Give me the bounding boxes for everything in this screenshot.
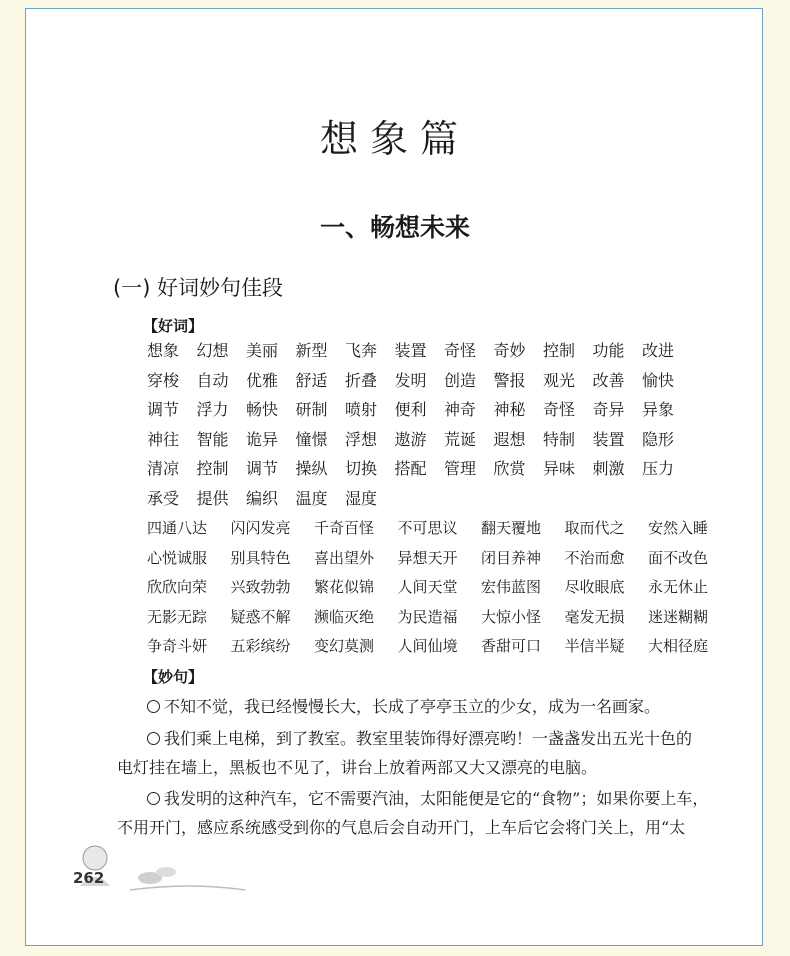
idiom-item: 闪闪发亮 bbox=[230, 519, 291, 537]
idiom-item: 千奇百怪 bbox=[314, 519, 375, 537]
word-item: 警报 bbox=[493, 370, 526, 390]
word-item: 穿梭 bbox=[147, 370, 180, 390]
word-item: 调节 bbox=[147, 400, 180, 419]
sentence-3-text-1: 我发明的这种汽车，它不需要汽油，太阳能便是它的“食物”；如果你要上车， bbox=[164, 789, 709, 808]
word-item: 想象 bbox=[147, 341, 180, 360]
circle-bullet-icon bbox=[147, 732, 160, 745]
word-item: 功能 bbox=[592, 341, 625, 360]
sentence-1-text: 不知不觉，我已经慢慢长大，长成了亭亭玉立的少女，成为一名画家。 bbox=[164, 697, 661, 716]
word-item: 憧憬 bbox=[295, 429, 328, 449]
idiom-item: 喜出望外 bbox=[314, 548, 375, 567]
word-item: 编织 bbox=[246, 488, 279, 508]
idiom-item: 兴致勃勃 bbox=[230, 578, 291, 596]
word-item: 压力 bbox=[642, 459, 675, 478]
word-item: 幻想 bbox=[196, 341, 229, 360]
word-item: 研制 bbox=[295, 400, 328, 419]
part-title: 想象篇 bbox=[319, 117, 470, 161]
word-item: 清凉 bbox=[147, 459, 180, 478]
idiom-item: 不治而愈 bbox=[564, 548, 625, 567]
sentence-2-line-1 bbox=[147, 726, 692, 752]
idiom-item: 香甜可口 bbox=[481, 637, 542, 655]
word-item: 刺激 bbox=[592, 459, 625, 478]
good-sentences-label: 【妙句】 bbox=[143, 668, 204, 686]
word-item: 湿度 bbox=[345, 488, 378, 508]
idiom-item: 心悦诚服 bbox=[147, 548, 208, 567]
lotus-leaf-icon bbox=[156, 867, 176, 877]
word-item: 异味 bbox=[543, 459, 576, 478]
word-item: 控制 bbox=[543, 341, 576, 360]
word-item: 神奇 bbox=[444, 400, 477, 419]
word-item: 智能 bbox=[196, 429, 229, 449]
idiom-item: 濒临灭绝 bbox=[314, 607, 375, 626]
word-item: 特制 bbox=[543, 429, 576, 449]
sentence-1 bbox=[147, 694, 660, 720]
word-item: 切换 bbox=[345, 459, 378, 478]
word-item: 神秘 bbox=[493, 400, 526, 419]
idiom-item: 面不改色 bbox=[648, 548, 709, 567]
sentence-3-line-2: 不用开门，感应系统感受到你的气息后会自动开门，上车后它会将门关上，用“太 bbox=[117, 818, 686, 837]
word-item: 管理 bbox=[444, 459, 477, 478]
water-line-icon bbox=[130, 886, 245, 890]
sentence-2-text-1: 我们乘上电梯，到了教室。教室里装饰得好漂亮哟！一盏盏发出五光十色的 bbox=[164, 729, 693, 748]
word-item: 发明 bbox=[394, 370, 427, 390]
idiom-item: 四通八达 bbox=[147, 519, 208, 537]
idiom-item: 半信半疑 bbox=[564, 637, 625, 655]
idiom-item: 为民造福 bbox=[397, 607, 458, 626]
word-item: 愉快 bbox=[642, 370, 675, 390]
word-item: 创造 bbox=[444, 370, 477, 390]
word-item: 优雅 bbox=[246, 370, 279, 390]
word-item: 奇异 bbox=[592, 400, 625, 419]
word-item: 改进 bbox=[642, 341, 675, 360]
page-number: 262 bbox=[73, 869, 105, 887]
section-heading: (一) 好词妙句佳段 bbox=[113, 276, 284, 300]
idiom-item: 人间天堂 bbox=[397, 578, 458, 596]
word-item: 温度 bbox=[295, 488, 328, 508]
idiom-item: 疑惑不解 bbox=[230, 607, 291, 626]
idiom-item: 宏伟蓝图 bbox=[481, 578, 542, 596]
word-item: 承受 bbox=[147, 488, 180, 508]
chapter-title: 一、畅想未来 bbox=[319, 213, 470, 242]
word-item: 搭配 bbox=[394, 459, 427, 478]
idiom-item: 翻天覆地 bbox=[481, 519, 542, 537]
word-item: 折叠 bbox=[345, 370, 378, 390]
word-item: 美丽 bbox=[246, 341, 279, 360]
circle-bullet-icon bbox=[147, 792, 160, 805]
circle-bullet-icon bbox=[147, 700, 160, 713]
word-item: 便利 bbox=[394, 400, 427, 419]
idiom-item: 争奇斗妍 bbox=[147, 637, 208, 655]
word-item: 飞奔 bbox=[345, 341, 378, 360]
word-item: 浮力 bbox=[196, 400, 229, 419]
word-item: 调节 bbox=[246, 459, 279, 478]
child-illustration-icon bbox=[83, 846, 107, 870]
sentence-2-line-2: 电灯挂在墙上，黑板也不见了，讲台上放着两部又大又漂亮的电脑。 bbox=[117, 758, 598, 777]
idiom-item: 五彩缤纷 bbox=[230, 637, 291, 655]
word-item: 装置 bbox=[394, 341, 427, 360]
word-item: 控制 bbox=[196, 459, 229, 478]
idiom-item: 永无休止 bbox=[648, 578, 709, 596]
word-item: 欣赏 bbox=[493, 459, 526, 478]
idiom-item: 异想天开 bbox=[397, 548, 458, 567]
idiom-item: 取而代之 bbox=[564, 519, 625, 537]
word-item: 浮想 bbox=[345, 429, 378, 449]
idiom-item: 变幻莫测 bbox=[314, 637, 375, 655]
idiom-item: 迷迷糊糊 bbox=[648, 607, 709, 626]
idiom-item: 欣欣向荣 bbox=[147, 578, 208, 596]
footer-decoration bbox=[70, 838, 250, 898]
word-item: 喷射 bbox=[345, 400, 378, 419]
word-item: 神往 bbox=[147, 429, 180, 449]
idiom-item: 安然入睡 bbox=[648, 519, 709, 537]
word-item: 奇怪 bbox=[543, 400, 576, 419]
idiom-item: 大相径庭 bbox=[648, 637, 709, 655]
word-item: 异象 bbox=[642, 400, 675, 419]
idiom-item: 毫发无损 bbox=[564, 607, 625, 626]
word-item: 遐想 bbox=[493, 429, 526, 449]
idiom-item: 不可思议 bbox=[397, 519, 458, 537]
word-item: 隐形 bbox=[642, 429, 675, 449]
word-item: 观光 bbox=[543, 370, 576, 390]
idiom-item: 尽收眼底 bbox=[564, 578, 625, 596]
word-item: 操纵 bbox=[295, 459, 328, 478]
word-item: 新型 bbox=[295, 341, 328, 360]
word-item: 装置 bbox=[592, 429, 625, 449]
word-item: 奇怪 bbox=[444, 341, 477, 360]
good-words-label: 【好词】 bbox=[143, 317, 204, 335]
idiom-item: 无影无踪 bbox=[147, 607, 208, 626]
idiom-item: 别具特色 bbox=[230, 548, 291, 567]
word-item: 改善 bbox=[592, 370, 625, 390]
word-item: 提供 bbox=[196, 488, 229, 508]
idiom-item: 大惊小怪 bbox=[481, 607, 542, 626]
word-item: 自动 bbox=[196, 370, 229, 390]
word-item: 遨游 bbox=[394, 429, 427, 449]
sentence-3-line-1 bbox=[147, 786, 708, 812]
word-item: 舒适 bbox=[295, 370, 328, 390]
word-item: 荒诞 bbox=[444, 429, 477, 449]
idiom-item: 繁花似锦 bbox=[314, 578, 375, 596]
word-item: 奇妙 bbox=[493, 341, 526, 360]
word-item: 诡异 bbox=[246, 429, 279, 449]
word-item: 畅快 bbox=[246, 400, 279, 419]
idiom-item: 闭目养神 bbox=[481, 548, 542, 567]
idiom-item: 人间仙境 bbox=[397, 637, 458, 655]
